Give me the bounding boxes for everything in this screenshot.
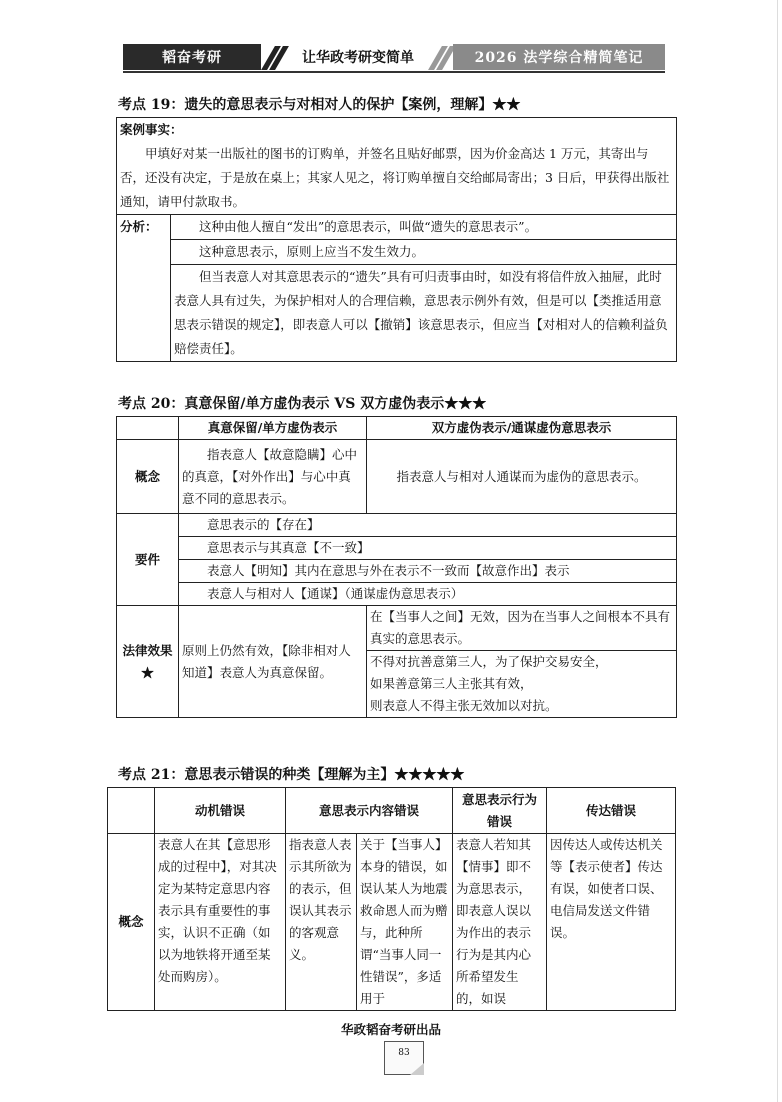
col-header-transmission-error: 传达错误 [547, 788, 676, 834]
effect-single: 原则上仍然有效，【除非相对人知道】表意人为真意保留。 [179, 606, 367, 718]
section-20-title: 考点 20：真意保留/单方虚伪表示 VS 双方虚伪表示★★★ [118, 396, 487, 412]
party-identity-error-text: 关于【当事人】本身的错误，如误认某人为地震救命恩人而为赠与，此种所谓“当事人同一性错误”，多适用于 [357, 834, 453, 1011]
header-rule [123, 71, 665, 73]
col-header-act-error: 意思表示行为错误 [453, 788, 547, 834]
case-cell [117, 118, 677, 215]
footer-publisher: 华政韬奋考研出品 [340, 1022, 441, 1037]
corner-cell [117, 417, 179, 440]
analysis-line-2: 这种意思表示，原则上应当不发生效力。 [171, 240, 677, 265]
section-21-title: 考点 21：意思表示错误的种类【理解为主】★★★★★ [118, 767, 465, 783]
page-number: 83 [384, 1041, 424, 1075]
header-slogan: 让华政考研变简单 [302, 50, 414, 66]
col-header-content-error: 意思表示内容错误 [286, 788, 453, 834]
requirement-1: 意思表示的【存在】 [179, 514, 677, 537]
effect-line-1: 不得对抗善意第三人，为了保护交易安全， [370, 654, 608, 669]
effect-line-2: 如果善意第三人主张其有效， [370, 676, 533, 691]
row-label-legal-effect: 法律效果★ [117, 606, 179, 718]
page-header [123, 44, 665, 70]
effect-line-3: 则表意人不得主张无效加以对抗。 [370, 698, 558, 713]
case-label: 案例事实： [120, 122, 183, 137]
analysis-label: 分析： [117, 215, 171, 362]
motive-error-text: 表意人在其【意思形成的过程中】，对其决定为某特定意思内容表示具有重要性的事实，认识不正确（如以为地铁将开通至某处而购房）。 [155, 834, 286, 1011]
section-20-table [116, 416, 677, 718]
section-21-table [107, 787, 676, 1011]
page-edge-line [777, 0, 778, 1102]
header-logo: 韬奋考研 [123, 44, 261, 70]
transmission-error-text: 因传达人或传达机关等【表示使者】传达有误，如使者口误、电信局发送文件错误。 [547, 834, 676, 1011]
header-book-title: 2026 法学综合精简笔记 [453, 44, 665, 70]
section-19-title: 考点 19：遗失的意思表示与对相对人的保护【案例，理解】★★ [118, 97, 521, 113]
effect-mutual-third-party [367, 651, 677, 718]
concept-single: 指表意人【故意隐瞒】心中的真意，【对外作出】与心中真意不同的意思表示。 [179, 440, 367, 514]
row-label-requirements: 要件 [117, 514, 179, 606]
concept-mutual: 指表意人与相对人通谋而为虚伪的意思表示。 [367, 440, 677, 514]
analysis-line-3: 但当表意人对其意思表示的“遗失”具有可归责事由时，如没有将信件放入抽屉，此时表意人具有过失，为保护相对人的合理信赖，意思表示例外有效，但是可以【类推适用意思表示错误的规定】，即表意人可以【撤销】该意思表示，但应当【对相对人的信赖利益负赔偿责任】。 [171, 265, 677, 362]
col-header-mutual: 双方虚伪表示/通谋虚伪意思表示 [367, 417, 677, 440]
act-error-text: 表意人若知其【情事】即不为意思表示，即表意人误以为作出的表示行为是其内心所希望发生的，如误 [453, 834, 547, 1011]
section-19-table [116, 117, 677, 362]
effect-mutual-internal: 在【当事人之间】无效，因为在当事人之间根本不具有真实的意思表示。 [367, 606, 677, 651]
corner-cell [108, 788, 155, 834]
col-header-motive-error: 动机错误 [155, 788, 286, 834]
case-text: 甲填好对某一出版社的图书的订购单，并签名且贴好邮票，因为价金高达 1 万元，其寄出与否，还没有决定，于是放在桌上；其家人见之，将订购单擅自交给邮局寄出；3 日后，甲获得出版社通知，请甲付款取书。 [120, 146, 670, 209]
analysis-line-1: 这种由他人擅自“发出”的意思表示，叫做“遗失的意思表示”。 [171, 215, 677, 240]
row-label-concept: 概念 [108, 834, 155, 1011]
requirement-3: 表意人【明知】其内在意思与外在表示不一致而【故意作出】表示 [179, 560, 677, 583]
requirement-2: 意思表示与其真意【不一致】 [179, 537, 677, 560]
content-error-text: 指表意人表示其所欲为的表示，但误认其表示的客观意义。 [286, 834, 357, 1011]
requirement-4: 表意人与相对人【通谋】（通谋虚伪意思表示） [179, 583, 677, 606]
row-label-concept: 概念 [117, 440, 179, 514]
col-header-single: 真意保留/单方虚伪表示 [179, 417, 367, 440]
